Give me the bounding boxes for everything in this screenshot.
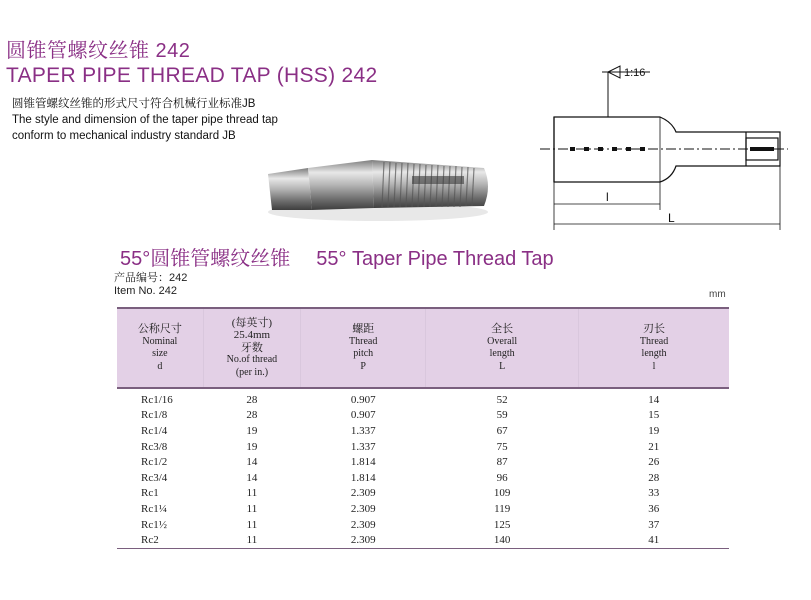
thread-length-cell: 37 xyxy=(648,518,660,531)
taper-ratio-label: 1:16 xyxy=(624,67,646,79)
pitch-cell: 1.814 xyxy=(350,456,376,469)
nominal-size-cell: Rc1/16 xyxy=(141,393,173,406)
thread-length-cell: 15 xyxy=(648,409,660,422)
table-row xyxy=(117,501,729,517)
table-row xyxy=(117,408,729,424)
specification-table xyxy=(117,307,729,549)
section-title-en: 55° Taper Pipe Thread Tap xyxy=(316,248,554,270)
overall-length-symbol: L xyxy=(668,211,675,225)
threads-per-inch-cell: 11 xyxy=(246,534,258,547)
section-title xyxy=(120,242,554,271)
nominal-size-cell: Rc1¼ xyxy=(141,502,167,515)
nominal-size-cell: Rc1½ xyxy=(141,518,167,531)
thread-length-cell: 33 xyxy=(648,487,660,500)
threads-per-inch-cell: 28 xyxy=(246,409,258,422)
overall-length-cell: 59 xyxy=(496,409,508,422)
item-info xyxy=(114,272,187,298)
nominal-size-cell: Rc1/2 xyxy=(141,456,168,469)
nominal-size-cell: Rc2 xyxy=(141,534,159,547)
header-nominal-size: 公称尺寸 Nominal size d xyxy=(117,308,203,388)
thread-length-symbol: l xyxy=(606,190,609,204)
table-row xyxy=(117,470,729,486)
table-row xyxy=(117,532,729,548)
table-header-row xyxy=(117,308,729,388)
threads-per-inch-cell: 11 xyxy=(246,518,258,531)
header-thread-pitch: 螺距 Thread pitch P xyxy=(301,308,426,388)
header-overall-length: 全长 Overall length L xyxy=(426,308,579,388)
table-row xyxy=(117,439,729,455)
pitch-cell: 1.814 xyxy=(350,471,376,484)
table-row xyxy=(117,486,729,502)
pitch-cell: 2.309 xyxy=(350,534,376,547)
threads-per-inch-cell: 11 xyxy=(246,487,258,500)
pitch-cell: 2.309 xyxy=(350,502,376,515)
threads-per-inch-cell: 19 xyxy=(246,440,258,453)
threads-per-inch-cell: 14 xyxy=(246,456,258,469)
description-line-2: The style and dimension of the taper pipe thread tap xyxy=(12,114,278,126)
title-english: TAPER PIPE THREAD TAP (HSS) 242 xyxy=(6,64,378,87)
overall-length-cell: 87 xyxy=(496,456,508,469)
pitch-cell: 0.907 xyxy=(350,409,376,422)
tap-technical-drawing xyxy=(540,62,788,232)
threads-per-inch-cell: 28 xyxy=(246,393,258,406)
threads-per-inch-cell: 14 xyxy=(246,471,258,484)
tap-product-photo xyxy=(262,150,494,224)
unit-label: mm xyxy=(709,289,726,300)
pitch-cell: 0.907 xyxy=(350,393,376,406)
overall-length-cell: 67 xyxy=(496,424,508,437)
overall-length-cell: 125 xyxy=(493,518,511,531)
table-row xyxy=(117,454,729,470)
thread-length-cell: 19 xyxy=(648,424,660,437)
nominal-size-cell: Rc1 xyxy=(141,487,159,500)
thread-length-cell: 36 xyxy=(648,502,660,515)
thread-length-cell: 14 xyxy=(648,393,660,406)
overall-length-cell: 109 xyxy=(493,487,511,500)
threads-per-inch-cell: 19 xyxy=(246,424,258,437)
overall-length-cell: 75 xyxy=(496,440,508,453)
section-title-cn: 55°圆锥管螺纹丝锥 xyxy=(120,248,291,270)
nominal-size-cell: Rc1/4 xyxy=(141,424,168,437)
thread-length-cell: 26 xyxy=(648,456,660,469)
pitch-cell: 2.309 xyxy=(350,487,376,500)
thread-length-cell: 28 xyxy=(648,471,660,484)
nominal-size-cell: Rc3/8 xyxy=(141,440,168,453)
pitch-cell: 2.309 xyxy=(350,518,376,531)
overall-length-cell: 96 xyxy=(496,471,508,484)
thread-length-cell: 21 xyxy=(648,440,660,453)
description-line-3: conform to mechanical industry standard JB xyxy=(12,130,236,142)
nominal-size-cell: Rc1/8 xyxy=(141,409,168,422)
overall-length-cell: 119 xyxy=(494,502,511,515)
table-row xyxy=(117,423,729,439)
table-row xyxy=(117,517,729,533)
table-row xyxy=(117,388,729,408)
standard-description xyxy=(12,96,278,144)
nominal-size-cell: Rc3/4 xyxy=(141,471,168,484)
item-number: Item No. 242 xyxy=(114,285,177,297)
title-chinese: 圆锥管螺纹丝锥 242 xyxy=(6,40,191,62)
threads-per-inch-cell: 11 xyxy=(246,502,258,515)
header-thread-length: 刃长 Thread length l xyxy=(639,323,669,372)
pitch-cell: 1.337 xyxy=(350,424,376,437)
header-threads-per-inch: (每英寸) 25.4mm 牙数 No.of thread (per in.) xyxy=(203,308,300,388)
description-line-1: 圆锥管螺纹丝锥的形式尺寸符合机械行业标准JB xyxy=(12,98,256,110)
pitch-cell: 1.337 xyxy=(350,440,376,453)
thread-length-cell: 41 xyxy=(648,534,660,547)
overall-length-cell: 52 xyxy=(496,393,508,406)
product-number: 产品编号：242 xyxy=(114,272,188,284)
overall-length-cell: 140 xyxy=(493,534,511,547)
